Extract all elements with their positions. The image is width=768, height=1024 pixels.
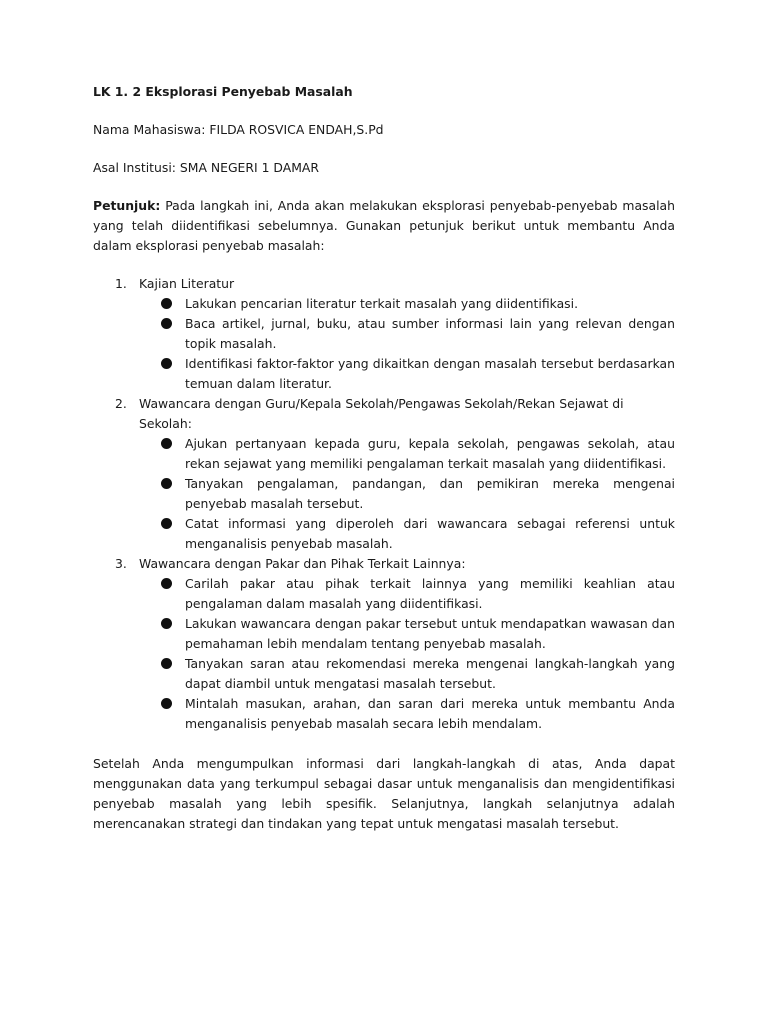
list-item-text: Lakukan pencarian literatur terkait masalah yang diidentifikasi.: [185, 296, 579, 311]
list-item-text: Catat informasi yang diperoleh dari wawancara sebagai referensi untuk menganalisis penyebab masalah.: [185, 516, 675, 551]
list-item-text: Lakukan wawancara dengan pakar tersebut untuk mendapatkan wawasan dan pemahaman lebih mendalam tentang penyebab masalah.: [185, 616, 675, 651]
institution-name: Asal Institusi: SMA NEGERI 1 DAMAR: [93, 160, 319, 175]
step-list: [93, 274, 675, 734]
sub-list: [139, 574, 675, 734]
list-item-text: Mintalah masukan, arahan, dan saran dari mereka untuk membantu Anda menganalisis penyebab masalah secara lebih mendalam.: [185, 696, 675, 731]
instruction-text: Pada langkah ini, Anda akan melakukan eksplorasi penyebab-penyebab masalah yang telah diidentifikasi sebelumnya. Gunakan petunjuk berikut untuk membantu Anda dalam eksplorasi penyebab masalah:: [93, 198, 675, 253]
step-number: 2.: [115, 396, 127, 411]
list-item: [185, 294, 675, 314]
student-name: Nama Mahasiswa: FILDA ROSVICA ENDAH,S.Pd: [93, 122, 384, 137]
bullet-icon: [161, 698, 172, 709]
list-item: [185, 314, 675, 354]
document-page: [93, 82, 675, 852]
bullet-icon: [161, 658, 172, 669]
list-item: [185, 694, 675, 734]
list-item-text: Ajukan pertanyaan kepada guru, kepala sekolah, pengawas sekolah, atau rekan sejawat yang memiliki pengalaman terkait masalah yang diidentifikasi.: [185, 436, 675, 471]
bullet-icon: [161, 578, 172, 589]
bullet-icon: [161, 438, 172, 449]
list-item: [185, 574, 675, 614]
document-title: LK 1. 2 Eksplorasi Penyebab Masalah: [93, 84, 353, 99]
list-item: [185, 614, 675, 654]
bullet-icon: [161, 298, 172, 309]
instruction-label: Petunjuk:: [93, 198, 161, 213]
step-heading: Wawancara dengan Pakar dan Pihak Terkait Lainnya:: [139, 556, 466, 571]
bullet-icon: [161, 358, 172, 369]
list-item: [185, 474, 675, 514]
step-number: 3.: [115, 556, 127, 571]
step-heading: Wawancara dengan Guru/Kepala Sekolah/Pengawas Sekolah/Rekan Sejawat di Sekolah:: [139, 396, 624, 431]
bullet-icon: [161, 518, 172, 529]
bullet-icon: [161, 318, 172, 329]
step-heading: Kajian Literatur: [139, 276, 235, 291]
list-item-text: Baca artikel, jurnal, buku, atau sumber informasi lain yang relevan dengan topik masalah.: [185, 316, 675, 351]
closing-paragraph: Setelah Anda mengumpulkan informasi dari langkah-langkah di atas, Anda dapat menggunakan data yang terkumpul sebagai dasar untuk menganalisis dan mengidentifikasi penyebab masalah yang lebih spesifik. Selanjutnya, langkah selanjutnya adalah merencanakan strategi dan tindakan yang tepat untuk mengatasi masalah tersebut.: [93, 756, 675, 831]
step-item: [93, 394, 675, 554]
sub-list: [139, 434, 675, 554]
bullet-icon: [161, 618, 172, 629]
list-item: [185, 654, 675, 694]
list-item: [185, 514, 675, 554]
list-item: [185, 434, 675, 474]
list-item-text: Tanyakan pengalaman, pandangan, dan pemikiran mereka mengenai penyebab masalah tersebut.: [185, 476, 675, 511]
bullet-icon: [161, 478, 172, 489]
step-number: 1.: [115, 276, 127, 291]
list-item-text: Carilah pakar atau pihak terkait lainnya yang memiliki keahlian atau pengalaman dalam masalah yang diidentifikasi.: [185, 576, 675, 611]
sub-list: [139, 294, 675, 394]
step-item: [93, 274, 675, 394]
list-item: [185, 354, 675, 394]
list-item-text: Identifikasi faktor-faktor yang dikaitkan dengan masalah tersebut berdasarkan temuan dalam literatur.: [185, 356, 675, 391]
step-item: [93, 554, 675, 734]
list-item-text: Tanyakan saran atau rekomendasi mereka mengenai langkah-langkah yang dapat diambil untuk mengatasi masalah tersebut.: [185, 656, 675, 691]
instruction-paragraph: [93, 196, 675, 256]
